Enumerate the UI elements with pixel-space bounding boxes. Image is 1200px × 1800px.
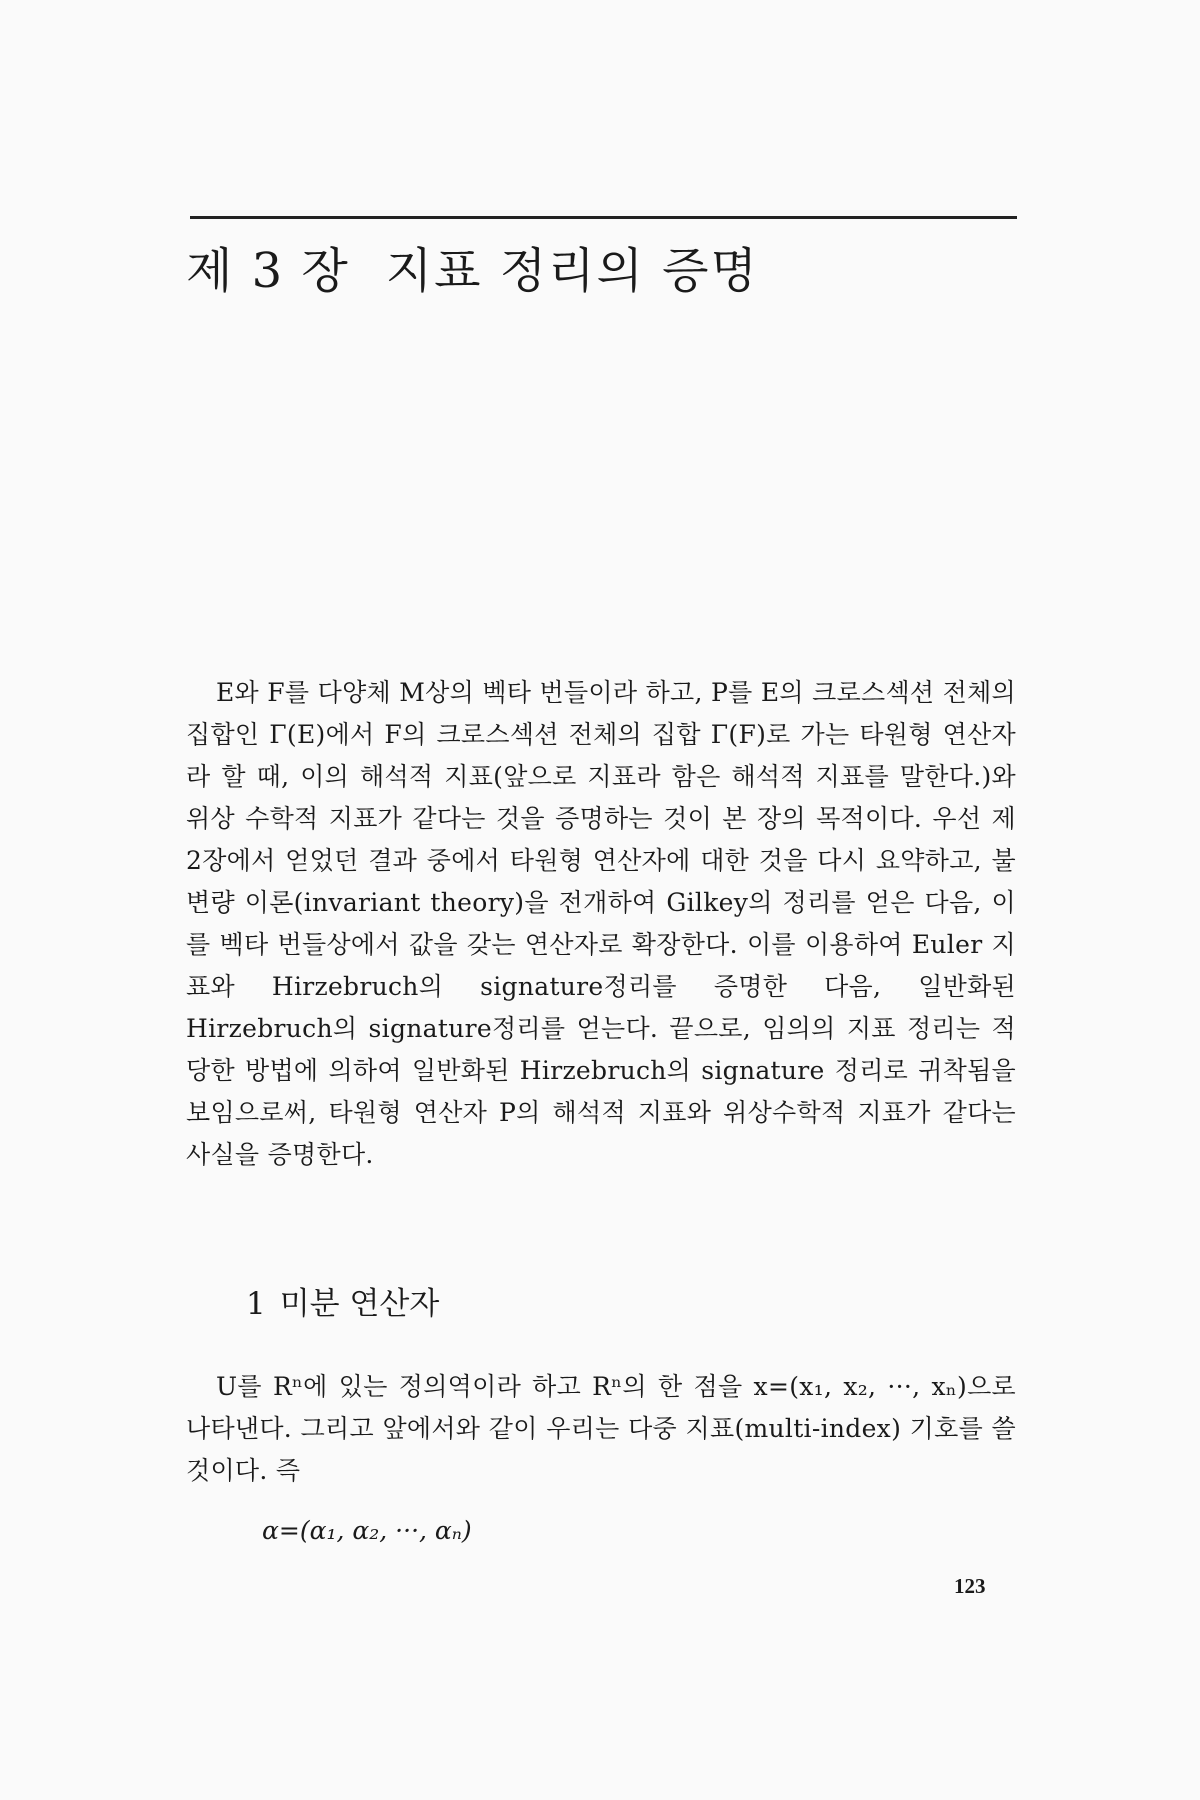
chapter-title xyxy=(186,232,759,301)
section-paragraph: U를 Rⁿ에 있는 정의역이라 하고 Rⁿ의 한 점을 x=(x₁, x₂, ···, xₙ)으로 나타낸다. 그리고 앞에서와 같이 우리는 다중 지표(multi-index) 기호를 쓸 것이다. 즉 xyxy=(186,1372,1016,1485)
section-number: 1 xyxy=(246,1286,266,1322)
chapter-top-rule xyxy=(190,216,1017,219)
multi-index-formula: α=(α₁, α₂, ···, αₙ) xyxy=(262,1516,472,1545)
chapter-number: 제 3 장 xyxy=(186,243,350,299)
intro-paragraph: E와 F를 다양체 M상의 벡타 번들이라 하고, P를 E의 크로스섹션 전체의 집합인 Γ(E)에서 F의 크로스섹션 전체의 집합 Γ(F)로 가는 타원형 연산자라 할 때, 이의 해석적 지표(앞으로 지표라 함은 해석적 지표를 말한다.)와 위상 수학적 지표가 같다는 것을 증명하는 것이 본 장의 목적이다. 우선 제 2장에서 얻었던 결과 중에서 타원형 연산자에 대한 것을 다시 요약하고, 불변량 이론(invariant theory)을 전개하여 Gilkey의 정리를 얻은 다음, 이를 벡타 번들상에서 값을 갖는 연산자로 확장한다. 이를 이용하여 Euler 지표와 Hirzebruch의 signature정리를 증명한 다음, 일반화된 Hirzebruch의 signature정리를 얻는다. 끝으로, 임의의 지표 정리는 적당한 방법에 의하여 일반화된 Hirzebruch의 signature 정리로 귀착됨을 보임으로써, 타원형 연산자 P의 해석적 지표와 위상수학적 지표가 같다는 사실을 증명한다. xyxy=(186,678,1016,1169)
section-heading xyxy=(246,1278,439,1323)
section-title: 미분 연산자 xyxy=(279,1286,440,1322)
chapter-title-text: 지표 정리의 증명 xyxy=(385,243,759,299)
page-number: 123 xyxy=(954,1574,986,1598)
